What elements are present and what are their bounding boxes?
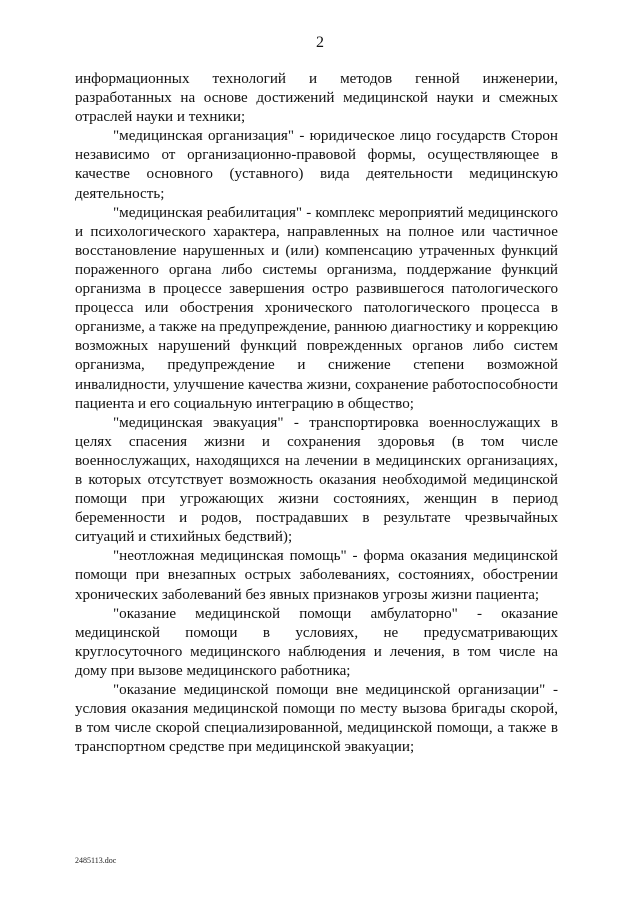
definition-urgent-medical-care: "неотложная медицинская помощь" - форма оказания медицинской помощи при внезапных острых заболеваниях, состояниях, обострении хронических заболеваний без явных признаков угрозы жизни пациента; <box>75 548 558 603</box>
definition-care-outside-organization: "оказание медицинской помощи вне медицинской организации" - условия оказания медицинской помощи по месту вызова бригады скорой, в том числе скорой специализированной, медицинской помощи, а также в транспортном средстве при медицинской эвакуации; <box>75 682 558 756</box>
definition-medical-evacuation: "медицинская эвакуация" - транспортировка военнослужащих в целях спасения жизни и сохранения здоровья (в том числе военнослужащих, находящихся на лечении в медицинских организациях, в которых отсутствует возможность оказания необходимой медицинской помощи при угрожающих жизни состояниях, женщин в период беременности и родов, пострадавших в результате чрезвычайных ситуаций и стихийных бедствий); <box>75 414 558 546</box>
page-number: 2 <box>316 34 324 51</box>
paragraph-continuation: информационных технологий и методов генной инженерии, разработанных на основе достижений медицинской науки и смежных отраслей науки и техники; <box>75 71 558 126</box>
definition-medical-rehabilitation: "медицинская реабилитация" - комплекс мероприятий медицинского и психологического характера, направленных на полное или частичное восстановление нарушенных и (или) компенсацию утраченных функций пораженного органа либо системы организма, поддержание функций организма в процессе завершения остро развившегося патологического процесса или обострения хронического патологического процесса в организме, а также на предупреждение, раннюю диагностику и коррекцию возможных нарушений функций поврежденных органов либо систем организма, предупреждение и снижение степени возможной инвалидности, улучшение качества жизни, сохранение работоспособности пациента и его социальную интеграцию в общество; <box>75 204 558 412</box>
definition-medical-organization: "медицинская организация" - юридическое лицо государств Сторон независимо от организационно-правовой формы, осуществляющее в качестве основного (уставного) вида деятельности медицинскую деятельность; <box>75 128 558 202</box>
document-body <box>75 70 558 757</box>
definition-outpatient-care: "оказание медицинской помощи амбулаторно" - оказание медицинской помощи в условиях, не предусматривающих круглосуточного медицинского наблюдения и лечения, в том числе на дому при вызове медицинского работника; <box>75 605 558 679</box>
footer-filename: 2485113.doc <box>75 856 117 865</box>
